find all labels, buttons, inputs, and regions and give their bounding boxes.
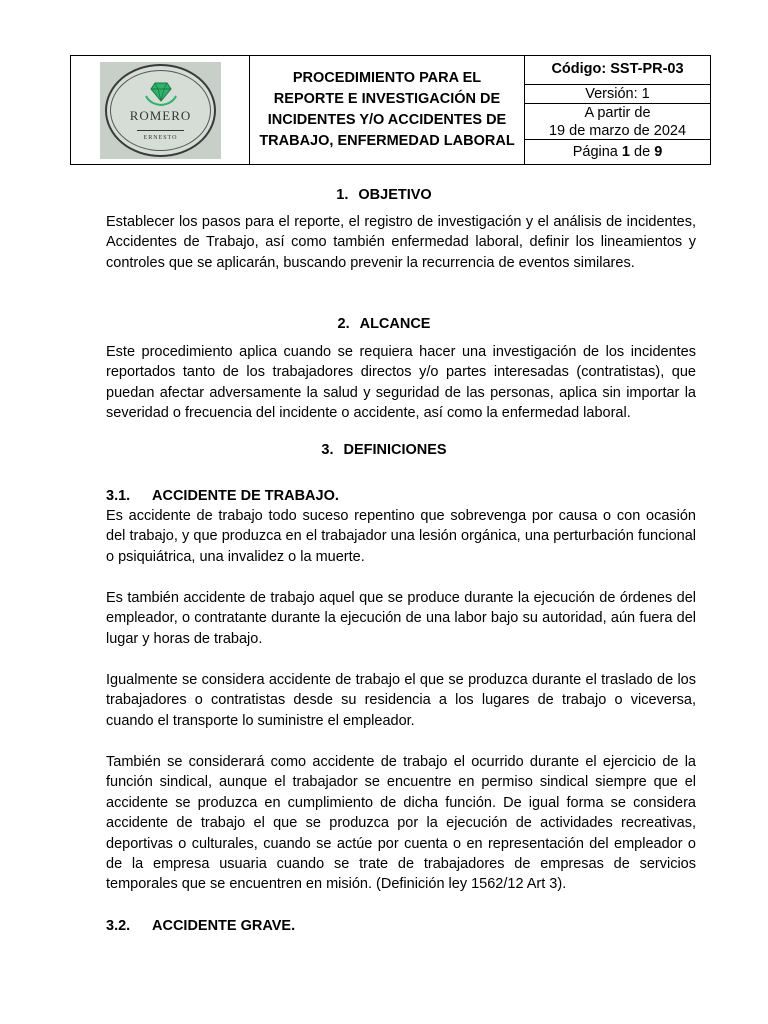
logo-subtitle: ERNESTO	[143, 135, 178, 141]
document-title: PROCEDIMIENTO PARA EL REPORTE E INVESTIGACIÓN DE INCIDENTES Y/O ACCIDENTES DE TRABAJO, ENFERMEDAD LABORAL	[250, 56, 525, 164]
date-line-1: A partir de	[584, 105, 651, 121]
subsection-heading-accidente-grave	[106, 916, 295, 936]
section-heading-alcance	[0, 314, 768, 334]
section-number: 1.	[336, 187, 349, 203]
subsection-number: 3.2.	[106, 918, 131, 934]
page-of: de	[634, 144, 651, 160]
document-header	[70, 55, 711, 165]
paragraph: Es también accidente de trabajo aquel que se produce durante la ejecución de órdenes del empleador, o contratante durante la ejecución de una labor bajo su autoridad, aún fuera del lugar y horas de trabajo.	[106, 590, 696, 647]
section-title: DEFINICIONES	[343, 442, 447, 458]
logo-cell	[71, 56, 250, 164]
company-logo	[100, 62, 221, 159]
section-title: ALCANCE	[359, 316, 431, 332]
document-code: Código: SST-PR-03	[525, 56, 710, 85]
subsection-title: ACCIDENTE GRAVE.	[152, 918, 296, 934]
section-title: OBJETIVO	[358, 187, 432, 203]
section-text-objetivo: Establecer los pasos para el reporte, el registro de investigación y el análisis de incidentes, Accidentes de Trabajo, así como también enfermedad laboral, definir los lineamientos y controles que se aplicarán, buscando prevenir la recurrencia de eventos similares.	[106, 214, 696, 271]
paragraph: También se considerará como accidente de trabajo el ocurrido durante el ejercicio de la función sindical, aunque el trabajador se encuentre en permiso sindical siempre que el accidente se produzca en cumplimiento de dicha función. De igual forma se considera accidente de trabajo el que se produzca por la ejecución de actividades recreativas, deportivas o culturales, cuando se actúe por cuenta o en representación del empleador o de la empresa usuaria cuando se trate de trabajadores de empresas de servicios temporales que se encuentren en misión. (Definición ley 1562/12 Art 3).	[106, 754, 696, 893]
subsection-heading-accidente-trabajo	[106, 486, 339, 506]
document-date	[525, 104, 710, 140]
section-number: 3.	[321, 442, 334, 458]
logo-divider	[137, 130, 184, 131]
subsection-title: ACCIDENTE DE TRABAJO.	[152, 488, 339, 504]
section-heading-definiciones	[0, 440, 768, 460]
subsection-number: 3.1.	[106, 488, 131, 504]
paragraph: Igualmente se considera accidente de trabajo el que se produzca durante el traslado de los trabajadores o contratistas desde su residencia a los lugares de trabajo o viceversa, cuando el transporte lo suministre el empleador.	[106, 672, 696, 729]
page-number	[525, 140, 710, 164]
page-label: Página	[572, 144, 618, 160]
gem-hands-icon	[144, 80, 178, 106]
document-version: Versión: 1	[525, 85, 710, 104]
date-line-2: 19 de marzo de 2024	[548, 123, 687, 139]
section-text-alcance: Este procedimiento aplica cuando se requiera hacer una investigación de los incidentes reportados tanto de los trabajadores directos y/o partes interesadas (contratistas), que puedan afectar adversamente la salud y seguridad de las personas, aplica sin importar la severidad o frecuencia del incidente o accidente, así como la enfermedad laboral.	[106, 344, 696, 422]
page-current: 1	[621, 144, 630, 160]
section-heading-objetivo	[0, 185, 768, 205]
logo-name: ROMERO	[129, 108, 192, 123]
paragraph: Es accidente de trabajo todo suceso repentino que sobrevenga por causa o con ocasión del trabajo, y que produzca en el trabajador una lesión orgánica, una perturbación funcional o psiquiátrica, una invalidez o la muerte.	[106, 508, 696, 565]
section-number: 2.	[337, 316, 350, 332]
document-info	[525, 56, 710, 164]
page-total: 9	[654, 144, 663, 160]
